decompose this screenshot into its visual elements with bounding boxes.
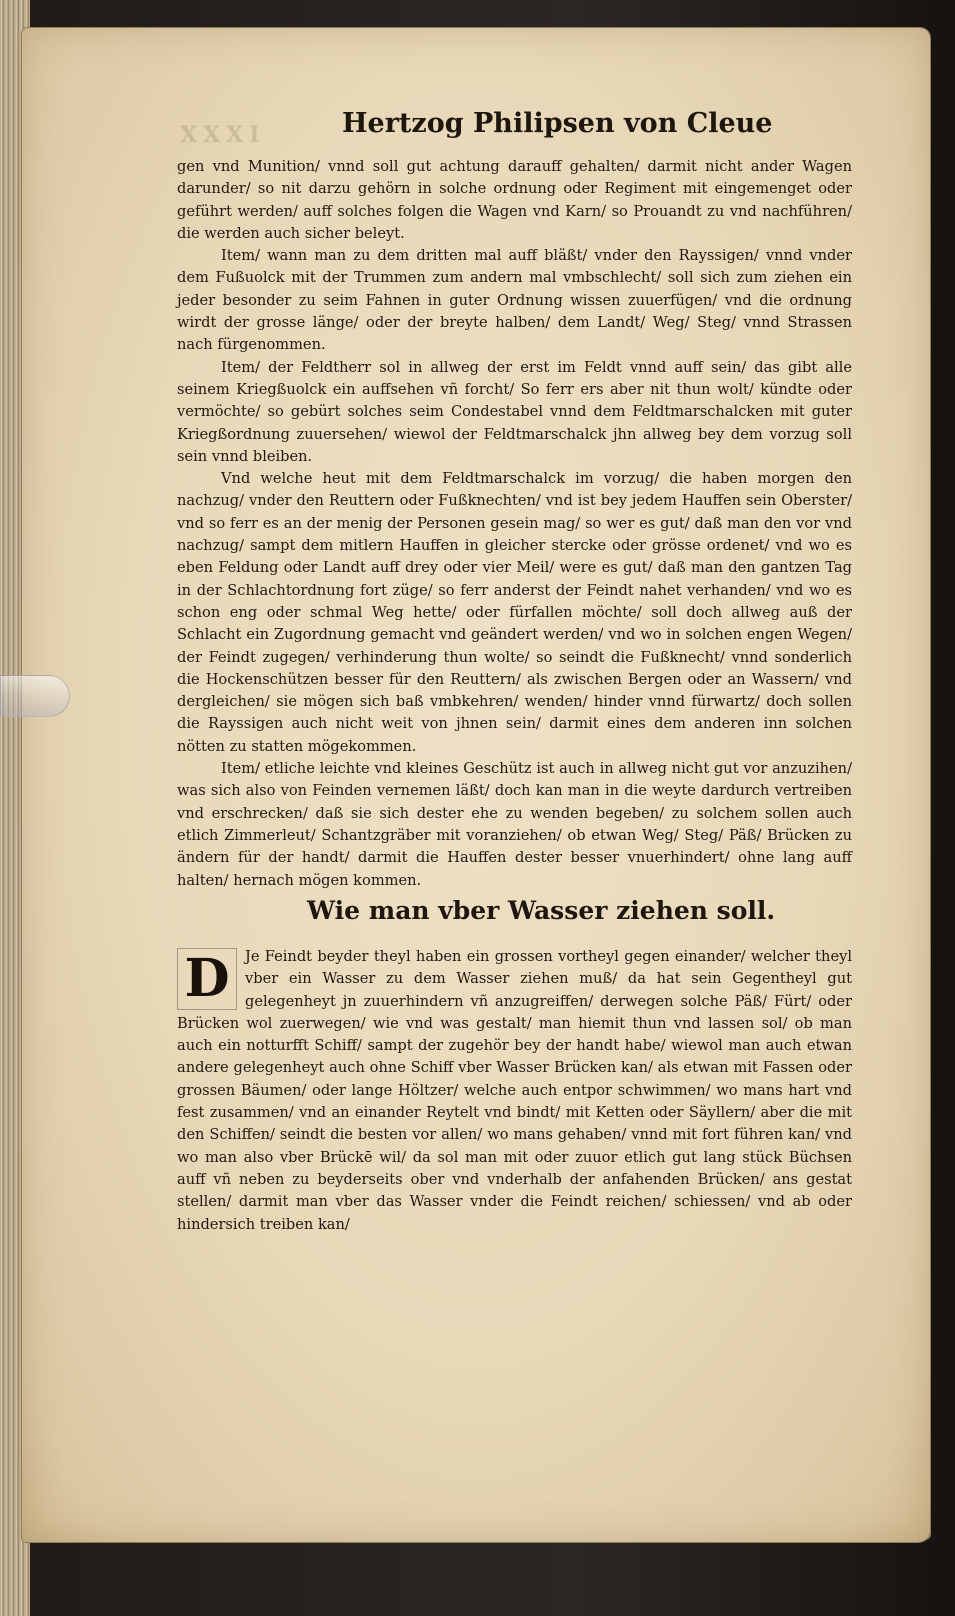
section-heading: Wie man vber Wasser ziehen soll. <box>307 896 776 925</box>
decorated-initial: D <box>177 948 237 1010</box>
paragraph: Item/ der Feldtherr sol in allweg der erst im Feldt vnnd auff sein/ das gibt alle seinem Kriegßuolck ein auffsehen vñ forcht/ So ferr ers aber nit thun wolt/ kündte oder vermöchte/ so gebürt solches seim Condestabel vnnd dem Feldtmarschalcken mit guter Kriegßordnung zuuersehen/ wiewol der Feldtmarschalck jhn allweg bey dem vorzug soll sein vnnd bleiben. <box>177 358 852 465</box>
body-text-top <box>177 156 852 892</box>
paragraph: Vnd welche heut mit dem Feldtmarschalck im vorzug/ die haben morgen den nachzug/ vnder den Reuttern oder Fußknechten/ vnd ist bey jedem Hauffen sein Oberster/ vnd so ferr es an der menig der Personen gesein mag/ so wer es gut/ daß man den vor vnd nachzug/ sampt dem mitlern Hauffen in gleicher stercke oder grösse ordenet/ vnd wo es eben Feldung oder Landt auff drey oder vier Meil/ were es gut/ daß man den gantzen Tag in der Schlachtordnung fort züge/ so ferr anderst der Feindt nahet verhanden/ vnd wo es schon eng oder schmal Weg hette/ oder fürfallen möchte/ soll doch allweg auß der Schlacht ein Zugordnung gemacht vnd geändert werden/ vnd wo in solchen engen Wegen/ der Feindt zugegen/ verhinderung thun wolte/ so seindt die Fußknecht/ vnnd sonderlich die Hockenschützen besser für den Reuttern/ als zwischen Bergen oder an Wassern/ vnd dergleichen/ sie mögen sich baß vmbkehren/ wenden/ hinder vnnd fürwartz/ doch sollen die Rayssigen auch nicht weit von jhnen sein/ darmit eines dem anderen inn solchen nötten zu statten mögekommen. <box>177 470 852 755</box>
running-title: Hertzog Philipsen von Cleue <box>342 108 773 139</box>
paragraph: Je Feindt beyder theyl haben ein grossen vortheyl gegen einander/ welcher theyl vber ein Wasser zu dem Wasser ziehen muß/ da hat sein Gegentheyl gut gelegenheyt jn zuuerhindern vñ anzugreiffen/ derwegen solche Päß/ Fürt/ oder Brücken wol zuerwegen/ wie vnd was gestalt/ man hiemit thun vnd lassen sol/ ob man auch ein notturfft Schiff/ sampt der zugehör bey der handt habe/ wiewol man auch etwan andere gelegenheyt auch ohne Schiff vber Wasser Brücken kan/ als etwan mit Fassen oder grossen Bäumen/ oder lange Höltzer/ welche auch entpor schwimmen/ wo mans hart vnd fest zusammen/ vnd an einander Reytelt vnd bindt/ mit Ketten oder Säyllern/ aber die mit den Schiffen/ seindt die besten vor allen/ wo mans gehaben/ vnnd mit fort führen kan/ vnd wo man also vber Brückē wil/ da sol man mit oder zuuor etlich gut lang stück Büchsen auff vñ neben zu beyderseits ober vnd vnderhalb der anfahenden Brücken/ ans gestat stellen/ darmit man vber das Wasser vnder die Feindt reichen/ schiessen/ vnd ab oder hindersich treiben kan/ <box>177 948 852 1233</box>
paragraph: Item/ etliche leichte vnd kleines Geschütz ist auch in allweg nicht gut vor anzuzihen/ was sich also von Feinden vernemen läßt/ doch kan man in die weyte dardurch vertreiben vnd erschrecken/ daß sie sich dester ehe zu wenden begeben/ zu solchem sollen auch etlich Zimmerleut/ Schantzgräber mit voranziehen/ ob etwan Weg/ Steg/ Päß/ Brücken zu ändern für der handt/ darmit die Hauffen dester besser vnuerhindert/ ohne lang auff halten/ hernach mögen kommen. <box>177 760 852 889</box>
body-text-bottom <box>177 946 852 1236</box>
paragraph: Item/ wann man zu dem dritten mal auff bläßt/ vnder den Rayssigen/ vnnd vnder dem Fußuolck mit der Trummen zum andern mal vmbschlecht/ soll sich zum ziehen ein jeder besonder zu seim Fahnen in guter Ordnung wissen zuuerfügen/ vnd die ordnung wirdt der grosse länge/ oder der breyte halben/ dem Landt/ Weg/ Steg/ vnnd Strassen nach fürgenommen. <box>177 247 852 354</box>
bleed-through-folio: XXXI <box>180 122 266 148</box>
paragraph: gen vnd Munition/ vnnd soll gut achtung darauff gehalten/ darmit nicht ander Wagen darunder/ so nit darzu gehörn in solche ordnung oder Regiment mit eingemenget oder geführt werden/ auff solches folgen die Wagen vnd Karn/ so Prouandt zu vnd nachführen/ die werden auch sicher beleyt. <box>177 158 852 242</box>
page-clip <box>0 675 70 717</box>
